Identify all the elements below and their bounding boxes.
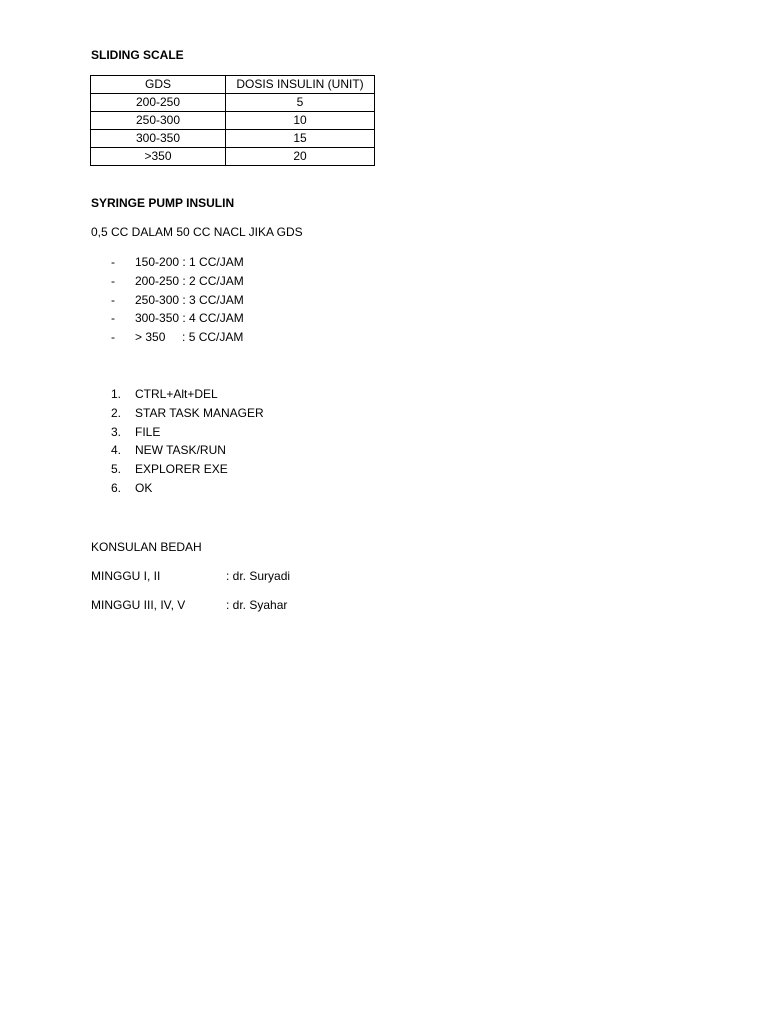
step-number: 4. [111, 443, 122, 458]
list-item-text: 200-250 : 2 CC/JAM [135, 273, 244, 288]
list-dash: - [111, 292, 115, 307]
syringe-pump-heading: SYRINGE PUMP INSULIN [91, 196, 235, 210]
konsulan-week: MINGGU I, II [91, 569, 161, 583]
list-dash: - [111, 255, 115, 269]
step-number: 6. [111, 480, 122, 495]
syringe-pump-rate-list [111, 255, 244, 349]
table-cell-gds: 250-300 [91, 112, 226, 130]
list-dash: - [111, 311, 115, 326]
list-dash: - [111, 273, 115, 288]
column-header-dosis: DOSIS INSULIN (UNIT) [226, 76, 375, 94]
konsulan-week: MINGGU III, IV, V [91, 598, 186, 612]
column-header-gds: GDS [91, 76, 226, 94]
restart-explorer-steps [111, 387, 264, 500]
sliding-scale-table [90, 75, 375, 166]
table-cell-gds: 200-250 [91, 94, 226, 112]
step-number: 3. [111, 424, 122, 439]
step-text: FILE [135, 424, 161, 439]
table-row [91, 94, 375, 112]
step-text: STAR TASK MANAGER [135, 405, 264, 420]
konsulan-row [91, 598, 287, 612]
list-item-text: > 350 : 5 CC/JAM [135, 330, 244, 345]
table-row [91, 112, 375, 130]
table-row [91, 130, 375, 148]
step-text: CTRL+Alt+DEL [135, 387, 218, 401]
step-number: 5. [111, 462, 122, 477]
list-item [111, 406, 264, 425]
table-cell-dosis: 20 [226, 148, 375, 166]
konsulan-doctor: : dr. Suryadi [226, 569, 291, 583]
list-dash: - [111, 330, 115, 345]
list-item [111, 443, 264, 462]
list-item [111, 274, 244, 293]
step-text: OK [135, 480, 153, 495]
list-item-text: 250-300 : 3 CC/JAM [135, 292, 244, 307]
list-item [111, 255, 244, 274]
step-text: NEW TASK/RUN [135, 443, 226, 458]
list-item [111, 330, 244, 349]
list-item [111, 311, 244, 330]
konsulan-bedah-heading: KONSULAN BEDAH [91, 540, 202, 554]
table-cell-dosis: 10 [226, 112, 375, 130]
step-text: EXPLORER EXE [135, 462, 228, 477]
table-row [91, 148, 375, 166]
list-item-text: 300-350 : 4 CC/JAM [135, 311, 244, 326]
list-item [111, 425, 264, 444]
list-item [111, 293, 244, 312]
table-cell-gds: >350 [91, 148, 226, 166]
sliding-scale-heading: SLIDING SCALE [91, 48, 184, 62]
step-number: 1. [111, 387, 122, 401]
table-header-row [91, 76, 375, 94]
list-item [111, 481, 264, 500]
table-cell-dosis: 5 [226, 94, 375, 112]
table-cell-dosis: 15 [226, 130, 375, 148]
list-item [111, 462, 264, 481]
konsulan-row [91, 569, 290, 583]
syringe-pump-intro: 0,5 CC DALAM 50 CC NACL JIKA GDS [91, 225, 303, 239]
konsulan-doctor: : dr. Syahar [226, 598, 288, 612]
list-item-text: 150-200 : 1 CC/JAM [135, 255, 244, 269]
step-number: 2. [111, 405, 122, 420]
list-item [111, 387, 264, 406]
table-cell-gds: 300-350 [91, 130, 226, 148]
